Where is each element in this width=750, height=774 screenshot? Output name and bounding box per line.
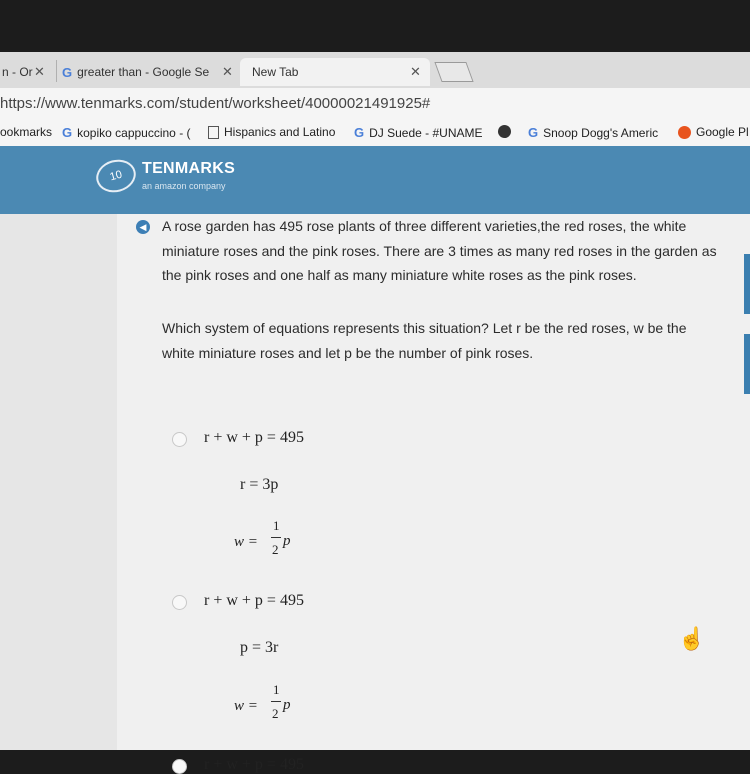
bookmark-circle[interactable] <box>498 125 517 138</box>
option-a-radio[interactable] <box>172 432 187 447</box>
bookmarks-bar <box>0 120 750 147</box>
fraction-lhs: w = <box>234 698 258 714</box>
fraction-lhs: w = <box>234 534 258 550</box>
option-c-eq1: r + w + p = 495 <box>204 756 304 773</box>
address-bar[interactable] <box>0 88 750 121</box>
tab-label: n - Or <box>2 65 33 79</box>
option-b-eq2: p = 3r <box>240 639 279 656</box>
bookmark-dj-suede[interactable] <box>354 125 483 140</box>
fraction-denominator: 2 <box>272 542 279 557</box>
tenmarks-logo-icon[interactable]: 10 <box>93 155 140 196</box>
google-icon: G <box>62 64 73 80</box>
option-b-eq3 <box>234 680 304 726</box>
close-icon[interactable]: ✕ <box>222 64 233 79</box>
brand-name[interactable]: TENMARKS <box>142 160 236 177</box>
bookmark-label: Google Pl <box>696 125 749 139</box>
bookmark-label: kopiko cappuccino - ( <box>77 125 191 140</box>
url-text[interactable]: https://www.tenmarks.com/student/worksheet/40000021491925# <box>0 95 431 112</box>
bookmark-label: ookmarks <box>0 125 53 139</box>
bookmark-kopiko[interactable] <box>62 125 191 140</box>
bookmark-google-plus[interactable] <box>678 125 749 139</box>
document-icon <box>208 126 219 139</box>
bookmark-label: Hispanics and Latino <box>224 125 336 139</box>
side-tab[interactable] <box>744 254 750 314</box>
question-prompt: Which system of equations represents this situation? Let r be the red roses, w be the white miniature roses and let p be the number of pink roses. <box>162 320 687 361</box>
bookmark-label: Snoop Dogg's Americ <box>543 125 659 140</box>
option-a-eq2: r = 3p <box>240 476 279 493</box>
question-text: A rose garden has 495 rose plants of three different varieties,the red roses, the white miniature roses and the pink roses. There are 3 times as many red roses in the garden as the pink roses and one half as many miniature white roses as the pink roses. <box>162 218 717 283</box>
tab-label: New Tab <box>252 65 299 79</box>
option-b-eq1: r + w + p = 495 <box>204 592 304 609</box>
option-a-eq1: r + w + p = 495 <box>204 429 304 446</box>
tab-partial[interactable] <box>0 58 56 86</box>
brand-subtitle: an amazon company <box>142 181 226 191</box>
audio-speaker-icon[interactable]: ◀ <box>136 220 150 234</box>
google-icon: G <box>62 125 73 140</box>
fraction-variable: p <box>283 697 291 713</box>
bookmark-hispanics[interactable] <box>208 125 335 139</box>
fraction-numerator: 1 <box>273 682 280 697</box>
bookmarks-label[interactable] <box>0 125 52 139</box>
google-plus-icon <box>678 126 691 139</box>
option-c-radio[interactable] <box>172 759 187 774</box>
fraction-variable: p <box>283 533 291 549</box>
left-sidebar <box>0 214 117 750</box>
bookmark-label: DJ Suede - #UNAME <box>369 125 483 140</box>
option-a-eq3 <box>234 516 304 562</box>
hand-cursor-icon: ☝ <box>678 626 706 651</box>
tab-label: greater than - Google Se <box>77 65 210 79</box>
fraction-denominator: 2 <box>272 706 279 721</box>
new-tab-button[interactable] <box>434 62 473 82</box>
close-icon[interactable]: ✕ <box>34 64 45 79</box>
fraction-bar <box>271 537 281 538</box>
tab-google-search[interactable] <box>62 58 240 86</box>
side-tab[interactable] <box>744 334 750 394</box>
tab-divider <box>56 60 57 82</box>
option-b-radio[interactable] <box>172 595 187 610</box>
site-header <box>0 146 750 214</box>
tab-strip <box>0 52 750 88</box>
fraction-numerator: 1 <box>273 518 280 533</box>
circle-icon <box>498 125 511 138</box>
browser-window <box>0 52 750 773</box>
bookmark-snoop[interactable] <box>528 125 658 140</box>
fraction-bar <box>271 701 281 702</box>
worksheet-content <box>0 214 750 773</box>
google-icon: G <box>354 125 365 140</box>
google-icon: G <box>528 125 539 140</box>
close-icon[interactable]: ✕ <box>410 64 421 79</box>
tab-new-tab[interactable] <box>240 58 430 86</box>
